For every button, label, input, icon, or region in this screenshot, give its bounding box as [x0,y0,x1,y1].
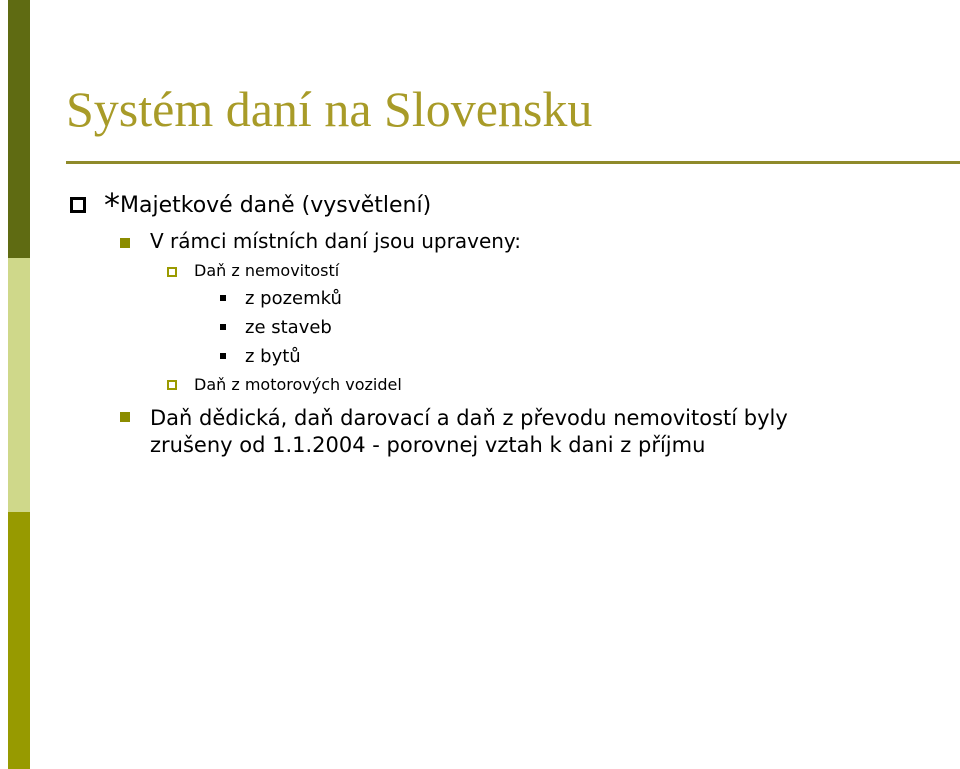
filled-square-bullet-icon [120,238,130,248]
slide-title: Systém daní na Slovensku [66,81,593,137]
side-bar-bottom [8,512,30,769]
tiny-square-bullet-icon [220,353,226,359]
bullet-mistni-dane: V rámci místních daní jsou upraveny: [150,229,522,253]
bullet-dan-z-nemovitosti: Daň z nemovitostí [194,261,340,280]
bullet-dan-z-motorovych-vozidel: Daň z motorových vozidel [194,375,402,394]
side-bar-top [8,0,30,258]
small-hollow-square-bullet-icon [167,267,177,277]
asterisk-mark: * [104,186,120,224]
small-hollow-square-bullet-icon [167,380,177,390]
bullet-z-pozemku: z pozemků [245,288,342,309]
side-bar-middle [8,258,30,512]
bullet-majetkove-dane [104,186,431,224]
bullet-zrusene-dane-line2: zrušeny od 1.1.2004 - porovnej vztah k dani z příjmu [150,433,706,457]
bullet-ze-staveb: ze staveb [245,317,332,338]
title-divider [66,161,960,164]
bullet-majetkove-dane-text: Majetkové daně (vysvětlení) [120,193,432,218]
filled-square-bullet-icon [120,412,130,422]
tiny-square-bullet-icon [220,295,226,301]
bullet-zrusene-dane-line1: Daň dědická, daň darovací a daň z převodu nemovitostí byly [150,406,788,430]
bullet-z-bytu: z bytů [245,346,301,367]
tiny-square-bullet-icon [220,324,226,330]
bullet-zrusene-dane [150,405,788,459]
hollow-square-bullet-icon [70,197,86,213]
